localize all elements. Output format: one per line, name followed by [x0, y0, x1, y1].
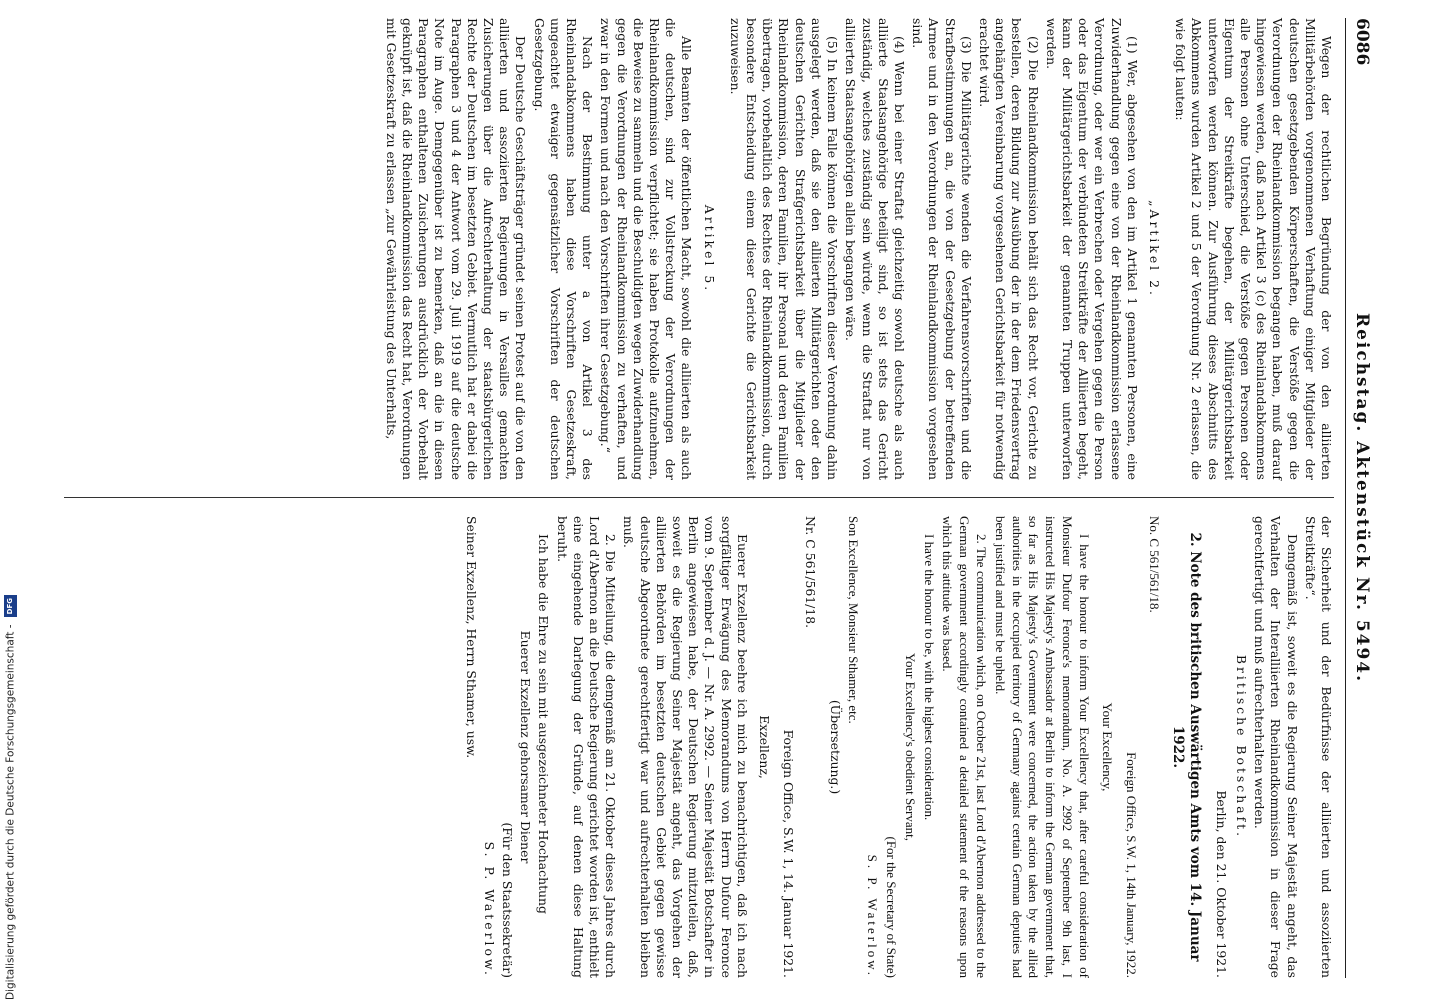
signature-de: S. P. Waterlow.	[481, 841, 497, 978]
article-5-heading: Artikel 5.	[701, 204, 717, 294]
article-2-paragraph-4: (4) Wenn bei einer Straftat gleichzeitig sowohl deutsche als auch alliierte Staatsangehörige beteiligt sind, so ist stets das Gericht zuständig, welches zuständig sein würde, wenn die Straftat nur von alliierten Staatsangehörigen allein begangen wäre.	[843, 18, 907, 480]
place-date-en: Foreign Office, S.W. 1, 14th January, 1922.	[1124, 752, 1140, 978]
continuation-paragraph: der Sicherheit und der Bedürfnisse der alliierten und assoziierten Streitkräfte“.	[1302, 516, 1334, 978]
article-2-heading: „Artikel 2.	[1146, 200, 1162, 298]
conclusion-paragraph: Demgemäß ist, soweit es die Regierung Seiner Majestät angeht, das Verhalten der Interalliierten Rheinlandkommission in dieser Frage gerechtfertigt und muß aufrechterhalten werden.	[1252, 516, 1300, 978]
for-secretary-de: (Für den Staatssekretär)	[499, 822, 515, 978]
credit-text: Digitalisierung gefördert durch die Deutsche Forschungsgemeinschaft -	[4, 624, 17, 1000]
page-number: 6086	[1352, 18, 1372, 66]
german-paragraph-2: 2. Die Mitteilung, die demgemäß am 21. Oktober dieses Jahres durch Lord d'Abernon an die Deutsche Regierung gerichtet worden ist, enthielt eine eingehende Darlegung der Gründe, auf denen diese Haltung beruht.	[554, 516, 619, 978]
running-title: Reichstag. Aktenstück Nr. 5494.	[1352, 312, 1372, 684]
article-2-paragraph-2: (2) Die Rheinlandkommission behält sich das Recht vor, Gerichte zu bestellen, deren Bildung zur Ausübung der in der dem Friedensvertrag angehängten Vereinbarung vorgesehenen Gerichtsbarkeit für notwendig erachtet wird.	[976, 18, 1041, 480]
signature-en: S. P. Waterlow.	[865, 854, 881, 978]
english-paragraph-1: I have the honour to inform Your Excellency that, after careful consideration of Monsieur Dufour Feronce's memorandum, No. A. 2992 of September 9th last, I instructed His Majesty's Ambassador at Berlin to inform the German government that, so far as His Majesty's Government were concerned, the action taken by the allied authorities in the occupied territory of Germany against certain German deputies had been justified and must be upheld.	[992, 516, 1092, 978]
paragraph-legal-force: Nach der Bestimmung unter a von Artikel 3 des Rheinlandabkommens haben diese Vorschriften Gesetzeskraft, ungeachtet etwaiger gegensätzlicher Vorschriften der deutschen Gesetzgebung.	[531, 18, 596, 480]
intro-paragraph: Wegen der rechtlichen Begründung der von den alliierten Militärbehörden vorgenommenen Verhaftung einiger Mitglieder der deutschen gesetzgebenden Körperschaften, die Verstöße gegen die Verordnungen der Rheinlandkommission begangen haben, muß darauf hingewiesen werden, daß nach Artikel 3 (c) des Rheinlandabkommens alle Personen ohne Unterschied, die Verstöße gegen Personen oder Eigentum der Streitkräfte begehen, der Militärgerichtsbarkeit unterworfen werden können. Zur Ausführung dieses Abschnitts des Abkommens wurden Artikel 2 und 5 der Verordnung Nr. 2 erlassen, die wie folgt lauten:	[1173, 18, 1334, 480]
article-2-paragraph-5: (5) In keinem Falle können die Vorschriften dieser Verordnung dahin ausgelegt werden, daß sie den alliierten Militärgerichten oder den deutschen Gerichten Strafgerichtsbarkeit über die Mitglieder der Rheinlandkommission, deren Familien, ihr Personal und deren Familien übertragen, vorbehaltlich des Rechtes der Rheinlandkommission, durch besondere Entscheidung einem dieser Gerichte die Gerichtsbarkeit zuzuweisen.	[727, 18, 841, 480]
reference-number-en: No. C 561/561/18.	[1147, 516, 1163, 613]
date-line: Berlin, den 21. Oktober 1921.	[1213, 790, 1229, 978]
left-column	[381, 18, 1334, 480]
english-paragraph-2: 2. The communication which, on October 21st, last Lord d'Abernon addressed to the German government accordingly contained a detailed statement of the reasons upon which this attitude was based.	[940, 516, 989, 978]
document-page	[60, 18, 1370, 978]
section-heading: 2. Note des britischen Auswärtigen Amts vom 14. Januar 1922.	[1170, 532, 1203, 962]
running-head	[1345, 18, 1370, 978]
dfg-logo-icon: DFG	[4, 595, 17, 617]
german-paragraph-3: Ich habe die Ehre zu sein mit ausgezeichneter Hochachtung	[536, 534, 552, 914]
closing-en: Your Excellency's obedient Servant,	[902, 652, 918, 842]
article-2-paragraph-3: (3) Die Militärgerichte wenden die Verfahrensvorschriften und die Strafbestimmungen an, die von der Gesetzgebung der betreffenden Armee und in den Verordnungen der Rheinlandkommission vorgesehen sind.	[910, 18, 974, 480]
article-5-paragraph-1: Alle Beamten der öffentlichen Macht, sowohl die alliierten als auch die deutschen, sind zur Vollstreckung der Verordnungen der Rheinlandkommission verpflichtet; sie haben Protokolle aufzunehmen, die Beweise zu sammeln und die Beschuldigten wegen Zuwiderhandlung gegen die Verordnungen der Rheinlandkommission zu verhaften, und zwar in den Formen und nach den Vorschriften ihrer Gesetzgebung.“	[598, 18, 695, 480]
addressee-de: Seiner Exzellenz, Herrn Sthamer, usw.	[463, 516, 479, 759]
german-paragraph-1: Euerer Exzellenz beehre ich mich zu benachrichtigen, daß ich nach sorgfältiger Erwägung des Memorandums von Herrn Dufour Feronce vom 9. September d. J. — Nr. A. 2992. — Seiner Majestät Botschafter in Berlin angewiesen habe, der Deutschen Regierung mitzuteilen, daß, soweit es die Regierung Seiner Majestät angeht, das Vorgehen der alliierten Behörden im besetzten deutschen Gebiet gegen gewisse deutsche Abgeordnete gerechtfertigt war und aufrechterhalten bleiben muß.	[621, 516, 750, 978]
for-secretary-en: (For the Secretary of State)	[884, 836, 900, 978]
addressee-en: Son Excellence, Monsieur Sthamer, etc.	[846, 516, 862, 724]
english-paragraph-3: I have the honour to be, with the highest consideration.	[921, 534, 937, 821]
right-column	[460, 516, 1334, 978]
salutation-en: Your Excellency,	[1099, 702, 1115, 792]
salutation-de: Exzellenz,	[757, 715, 773, 779]
digitization-credit	[4, 595, 17, 1000]
place-date-de: Foreign Office, S.W. 1, 14. Januar 1921.	[781, 729, 797, 978]
column-divider	[64, 497, 1334, 498]
closing-de: Euerer Exzellenz gehorsamer Diener	[518, 630, 534, 864]
article-2-paragraph-1: (1) Wer, abgesehen von den im Artikel 1 genannten Personen, eine Zuwiderhandlung gegen eine von der Rheinlandkommission erlassene Verordnung, oder wer ein Verbrechen oder Vergehen gegen die Person oder das Eigentum der verbündeten Streitkräfte der Alliierten begeht, kann der Militärgerichtsbarkeit der genannten Truppen unterworfen werden.	[1043, 18, 1140, 480]
sender-line: Britische Botschaft.	[1233, 654, 1249, 840]
translation-label: (Übersetzung.)	[827, 699, 843, 795]
paragraph-protest: Der Deutsche Geschäftsträger gründet seinen Protest auf die von den alliierten und assoziierten Regierungen in Versailles gemachten Zusicherungen über die Aufrechterhaltung der staatsbürgerlichen Rechte der Deutschen im besetzten Gebiet. Vermutlich hat er dabei die Paragraphen 3 und 4 der Antwort vom 29. Juli 1919 auf die deutsche Note im Auge. Demgegenüber ist zu bemerken, daß an die in diesen Paragraphen enthaltenen Zusicherungen ausdrücklich der Vorbehalt geknüpft ist, daß die Rheinlandkommission das Recht hat, Verordnungen mit Gesetzeskraft zu erlassen „zur Gewährleistung des Unterhalts,	[383, 18, 529, 480]
english-note	[845, 516, 1163, 978]
reference-number-de: Nr. C 561/561/18.	[803, 516, 819, 629]
